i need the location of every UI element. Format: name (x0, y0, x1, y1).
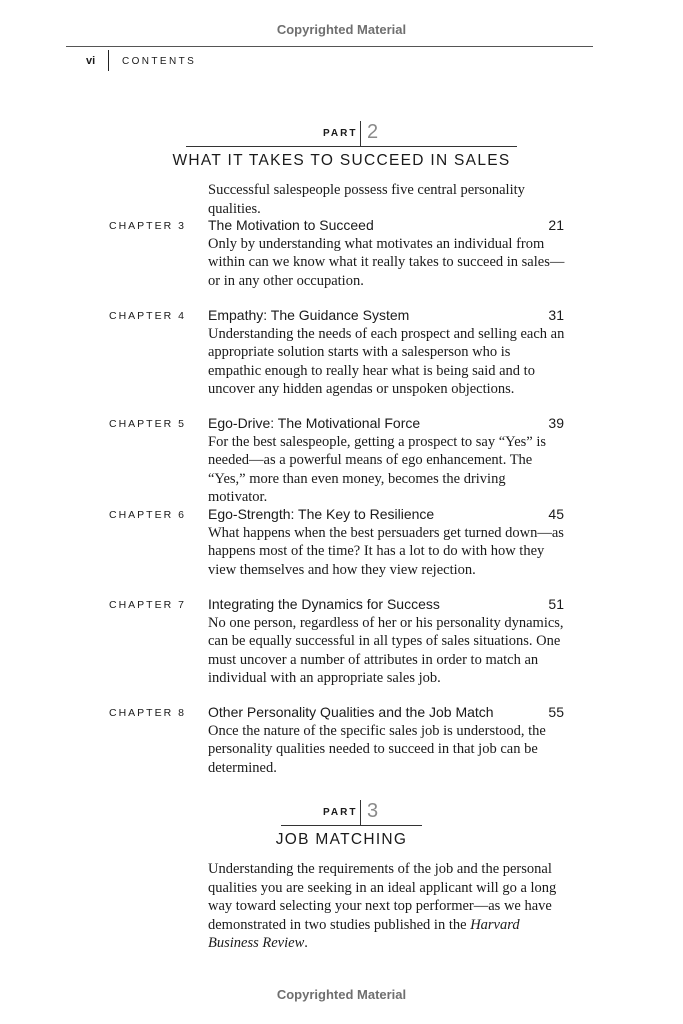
chapter-label: CHAPTER 4 (109, 310, 186, 322)
chapter-label: CHAPTER 7 (109, 599, 186, 611)
chapter-label: CHAPTER 6 (109, 509, 186, 521)
journal-title: Harvard Business Review (208, 916, 520, 951)
chapter-page-number: 55 (548, 704, 564, 720)
copyright-watermark-bottom: Copyrighted Material (276, 987, 407, 1002)
chapter-description: For the best salespeople, getting a prospect to say “Yes” is needed—as a powerful means of ego enhancement. The “Yes,” more than even money, becomes the driving motivator. (208, 434, 547, 505)
chapter-description: What happens when the best persuaders get turned down—as happens most of the time? It has a lot to do with how they view themselves and how they view rejection. (208, 525, 564, 578)
chapter-description: No one person, regardless of her or his personality dynamics, can be equally successful in all types of sales situations. One must uncover a number of attributes in order to match an individual with an appropriate sales job. (208, 615, 564, 686)
chapter-title: Integrating the Dynamics for Success (208, 596, 440, 612)
chapter-page-number: 45 (548, 506, 564, 522)
part-2-label: PART (323, 128, 358, 139)
part-2-number: 2 (367, 121, 379, 143)
chapter-page-number: 21 (548, 217, 564, 233)
running-head: CONTENTS (122, 56, 197, 67)
chapter-title: Ego-Drive: The Motivational Force (208, 415, 421, 431)
page-folio: vi (86, 55, 96, 67)
part-2-divider (360, 121, 361, 146)
part-3-number: 3 (367, 800, 379, 822)
part-3-divider (360, 800, 361, 825)
folio-divider (108, 50, 109, 71)
chapter-label: CHAPTER 3 (109, 220, 186, 232)
part-3-rule (281, 825, 422, 826)
chapter-label: CHAPTER 8 (109, 707, 186, 719)
chapter-page-number: 39 (548, 415, 564, 431)
chapter-title: Empathy: The Guidance System (208, 307, 410, 323)
part-2-intro: Successful salespeople possess five central personality qualities. (208, 182, 525, 217)
chapter-title: Ego-Strength: The Key to Resilience (208, 506, 435, 522)
part-3-intro-end: . (304, 935, 308, 951)
chapter-description: Once the nature of the specific sales job is understood, the personality qualities needed to succeed in that job can be determined. (208, 723, 546, 776)
copyright-watermark-top: Copyrighted Material (276, 22, 407, 37)
chapter-label: CHAPTER 5 (109, 418, 186, 430)
part-3-intro-text: Understanding the requirements of the job and the personal qualities you are seeking in an ideal applicant will go a long way toward selecting your next top performer—as we have demonstrated in two studies published in the (208, 861, 557, 933)
chapter-page-number: 51 (548, 596, 564, 612)
chapter-description: Understanding the needs of each prospect and selling each an appropriate solution starts with a salesperson who is empathic enough to really hear what is being said and to uncover any hidden agendas or unspoken objections. (208, 326, 565, 397)
part-2-rule (186, 146, 517, 147)
header-rule (66, 46, 593, 47)
part-2-title: WHAT IT TAKES TO SUCCEED IN SALES (172, 152, 511, 169)
part-3-label: PART (323, 807, 358, 818)
part-3-intro (208, 860, 568, 953)
chapter-title: The Motivation to Succeed (208, 217, 374, 233)
part-3-title: JOB MATCHING (275, 831, 408, 848)
chapter-description: Only by understanding what motivates an individual from within can we know what it really takes to succeed in sales—or in any other occupation. (208, 236, 565, 289)
chapter-title: Other Personality Qualities and the Job Match (208, 704, 494, 720)
chapter-page-number: 31 (548, 307, 564, 323)
